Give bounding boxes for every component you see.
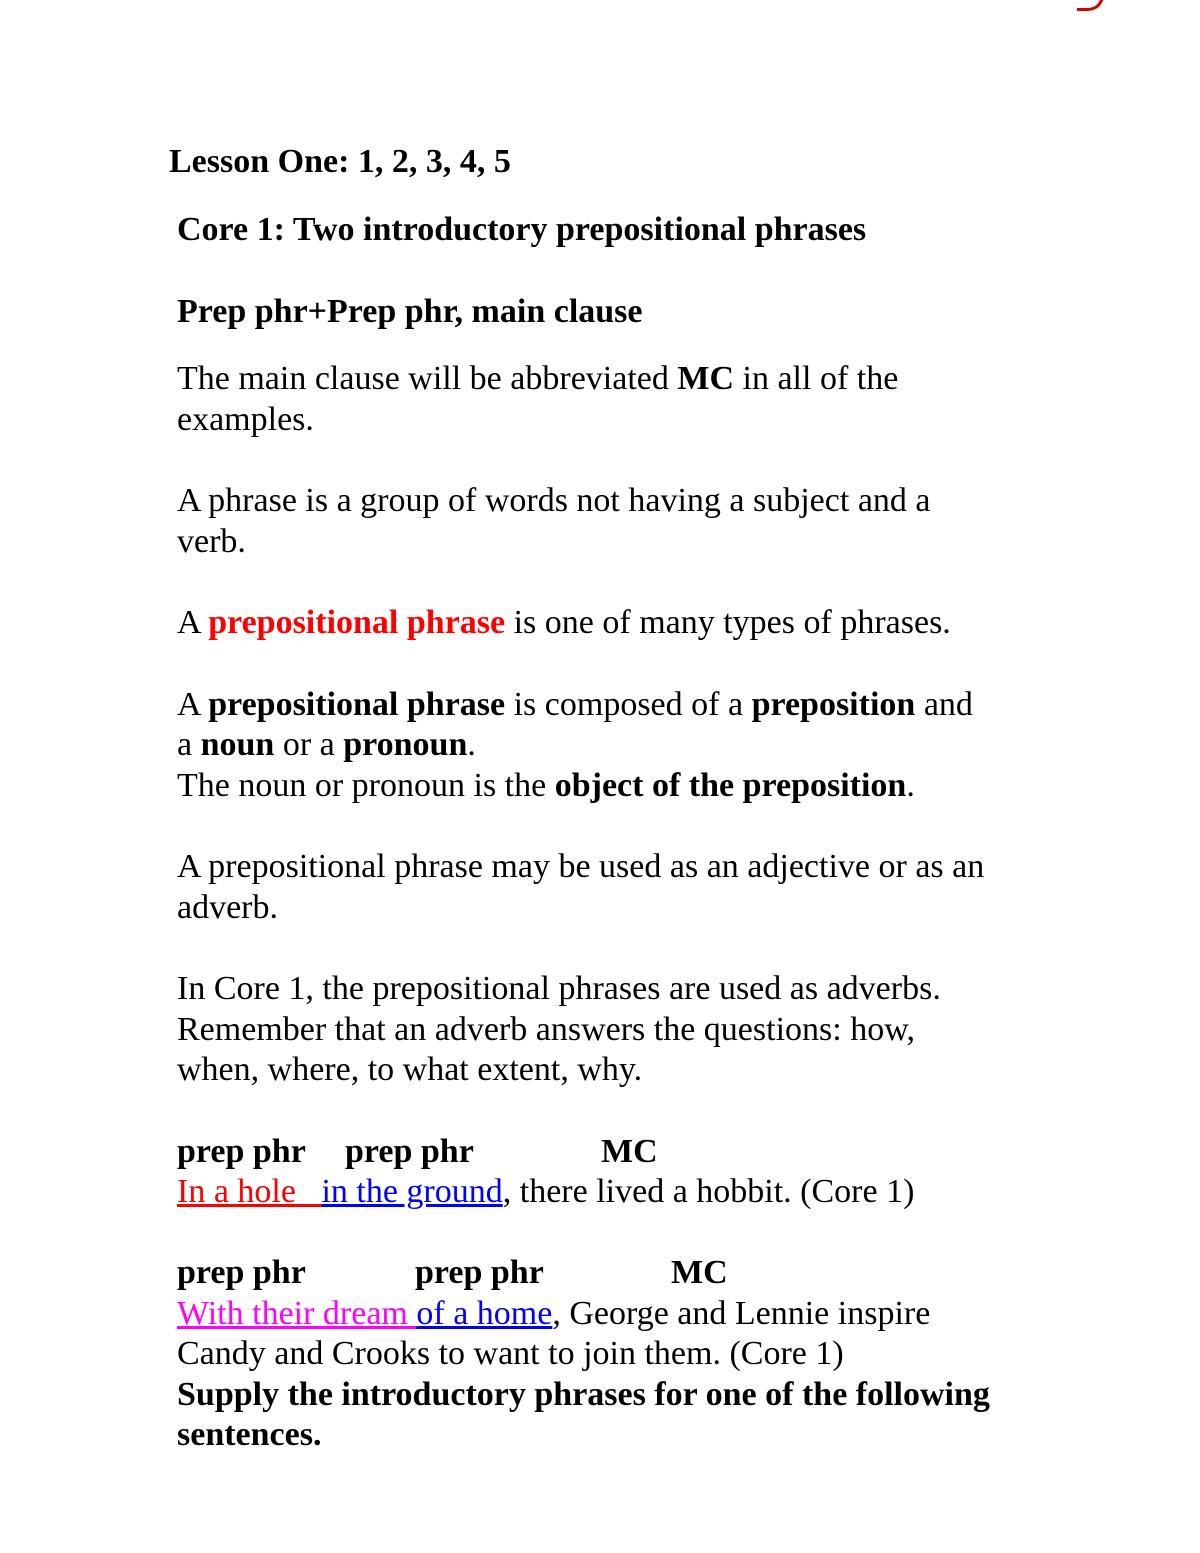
paragraph-line: adverb. xyxy=(177,889,279,926)
core-title: Core 1: Two introductory prepositional phrases xyxy=(177,211,867,248)
example-sentence: Candy and Crooks to want to join them. (Core 1) xyxy=(177,1335,844,1372)
paragraph-line: verb. xyxy=(177,523,246,560)
pattern-heading: Prep phr+Prep phr, main clause xyxy=(177,293,643,330)
label-prep-phr: prep phr xyxy=(177,1254,306,1291)
example-sentence: In a hole in the ground, there lived a hobbit. (Core 1) xyxy=(177,1173,915,1210)
prep-phrase-2: of a home xyxy=(416,1295,553,1332)
paragraph-line: Remember that an adverb answers the questions: how, xyxy=(177,1011,916,1048)
instruction: Supply the introductory phrases for one of the following xyxy=(177,1376,990,1413)
label-prep-phr: prep phr xyxy=(345,1133,474,1170)
corner-mark xyxy=(1077,0,1104,11)
paragraph-line: The noun or pronoun is the object of the preposition. xyxy=(177,767,915,804)
label-prep-phr: prep phr xyxy=(415,1254,544,1291)
paragraph-line: A prepositional phrase may be used as an adjective or as an xyxy=(177,848,985,885)
paragraph-line: A prepositional phrase is one of many types of phrases. xyxy=(177,604,951,641)
paragraph-line: examples. xyxy=(177,401,314,438)
highlight-term: prepositional phrase xyxy=(208,604,506,641)
prep-phrase-1: With their dream xyxy=(177,1295,408,1332)
paragraph-line: A phrase is a group of words not having a subject and a xyxy=(177,482,931,519)
paragraph-line: A prepositional phrase is composed of a preposition and xyxy=(177,686,973,723)
label-prep-phr: prep phr xyxy=(177,1133,306,1170)
label-mc: MC xyxy=(671,1254,728,1291)
paragraph-line: when, where, to what extent, why. xyxy=(177,1051,643,1088)
prep-phrase-1: In a hole xyxy=(177,1173,296,1210)
instruction: sentences. xyxy=(177,1416,322,1453)
label-mc: MC xyxy=(601,1133,658,1170)
example-sentence: With their dream of a home, George and Lennie inspire xyxy=(177,1295,931,1332)
paragraph-line: a noun or a pronoun. xyxy=(177,726,476,763)
paragraph-line: In Core 1, the prepositional phrases are used as adverbs. xyxy=(177,970,941,1007)
lesson-title: Lesson One: 1, 2, 3, 4, 5 xyxy=(169,143,511,180)
paragraph-line: The main clause will be abbreviated MC in all of the xyxy=(177,360,899,397)
prep-phrase-2: in the ground xyxy=(321,1173,503,1210)
